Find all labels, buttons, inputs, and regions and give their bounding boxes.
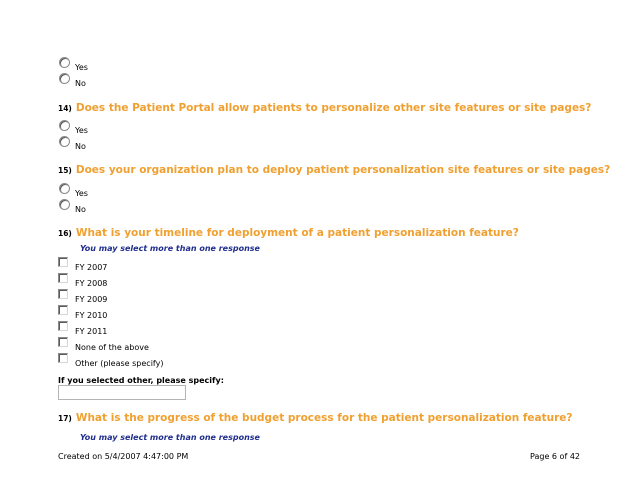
q15-question	[58, 161, 610, 178]
q16-option-fy2009: FY 2009	[75, 295, 108, 304]
q13-option-yes: Yes	[75, 63, 88, 72]
q16-checkbox-fy2008[interactable]	[58, 273, 68, 283]
q16-hint: You may select more than one response	[80, 244, 260, 253]
q16-checkbox-fy2007[interactable]	[58, 257, 68, 267]
footer-page-number: Page 6 of 42	[530, 452, 580, 461]
q16-option-fy2010: FY 2010	[75, 311, 108, 320]
q16-option-fy2011: FY 2011	[75, 327, 108, 336]
footer-created: Created on 5/4/2007 4:47:00 PM	[58, 452, 189, 461]
q17-number: 17)	[58, 414, 72, 423]
q14-radio-no[interactable]	[59, 136, 70, 147]
q16-option-fy2008: FY 2008	[75, 279, 108, 288]
q17-text: What is the progress of the budget process for the patient personalization feature?	[75, 412, 573, 424]
q14-option-no: No	[75, 142, 86, 151]
q13-option-no: No	[75, 79, 86, 88]
q14-number: 14)	[58, 104, 72, 113]
q16-option-other: Other (please specify)	[75, 359, 164, 368]
q16-other-input[interactable]	[58, 385, 186, 400]
q16-question	[58, 224, 519, 241]
q16-checkbox-fy2010[interactable]	[58, 305, 68, 315]
q15-text: Does your organization plan to deploy patient personalization site features or site pages?	[75, 164, 611, 176]
q16-option-fy2007: FY 2007	[75, 263, 108, 272]
q15-radio-yes[interactable]	[59, 183, 70, 194]
q13-radio-no[interactable]	[59, 73, 70, 84]
q16-checkbox-none[interactable]	[58, 337, 68, 347]
q15-number: 15)	[58, 166, 72, 175]
q14-text: Does the Patient Portal allow patients to personalize other site features or site pages?	[75, 102, 592, 114]
q16-checkbox-fy2009[interactable]	[58, 289, 68, 299]
q17-question	[58, 409, 573, 426]
q14-radio-yes[interactable]	[59, 120, 70, 131]
q13-radio-yes[interactable]	[59, 57, 70, 68]
q15-radio-no[interactable]	[59, 199, 70, 210]
q16-other-label: If you selected other, please specify:	[58, 376, 224, 385]
q16-number: 16)	[58, 229, 72, 238]
q14-option-yes: Yes	[75, 126, 88, 135]
q15-option-no: No	[75, 205, 86, 214]
q17-hint: You may select more than one response	[80, 433, 260, 442]
q15-option-yes: Yes	[75, 189, 88, 198]
q16-text: What is your timeline for deployment of a patient personalization feature?	[75, 227, 519, 239]
q16-checkbox-other[interactable]	[58, 353, 68, 363]
q16-checkbox-fy2011[interactable]	[58, 321, 68, 331]
q14-question	[58, 99, 591, 116]
q16-option-none: None of the above	[75, 343, 149, 352]
